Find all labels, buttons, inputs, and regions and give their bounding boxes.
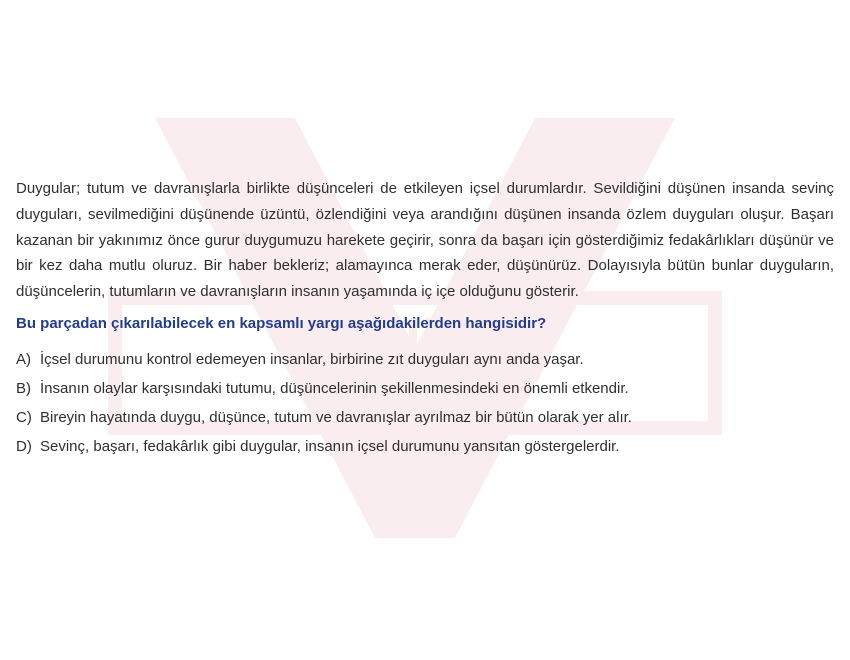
option-b[interactable]: [16, 374, 834, 403]
option-letter: B): [16, 379, 31, 397]
reading-passage: Duygular; tutum ve davranışlarla birlikte düşünceleri de etkileyen içsel durumlardır. Sevildiğini düşünen insanda sevinç duyguları, sevilmediğini düşünende üzüntü, özlendiğini veya arandığını düşünen insanda özlem duyguları oluşur. Başarı kazanan bir yakınımız önce gurur duygumuzu harekete geçirir, sonra da başarı için gösterdiğimiz fedakârlıkları düşünür ve bir kez daha mutlu oluruz. Bir haber bekleriz; alamayınca merak eder, düşünürüz. Dolayısıyla bütün bunlar duyguların, düşüncelerin, tutumların ve davranışların insanın yaşamında iç içe olduğunu gösterir.: [16, 180, 834, 301]
option-text: Bireyin hayatında duygu, düşünce, tutum ve davranışlar ayrılmaz bir bütün olarak yer alır.: [40, 408, 632, 426]
option-letter: A): [16, 350, 31, 368]
option-a[interactable]: [16, 345, 834, 374]
question-block: [16, 176, 834, 461]
option-letter: D): [16, 437, 32, 455]
option-c[interactable]: [16, 403, 834, 432]
option-text: Sevinç, başarı, fedakârlık gibi duygular, insanın içsel durumunu yansıtan göstergelerdir.: [40, 437, 620, 455]
option-letter: C): [16, 408, 32, 426]
option-text: İçsel durumunu kontrol edemeyen insanlar, birbirine zıt duyguları aynı anda yaşar.: [40, 350, 584, 368]
answer-options: [16, 345, 834, 461]
question-stem: Bu parçadan çıkarılabilecek en kapsamlı yargı aşağıdakilerden hangisidir?: [16, 314, 547, 332]
option-d[interactable]: [16, 432, 834, 461]
option-text: İnsanın olaylar karşısındaki tutumu, düşüncelerinin şekillenmesindeki en önemli etkendir.: [40, 379, 629, 397]
